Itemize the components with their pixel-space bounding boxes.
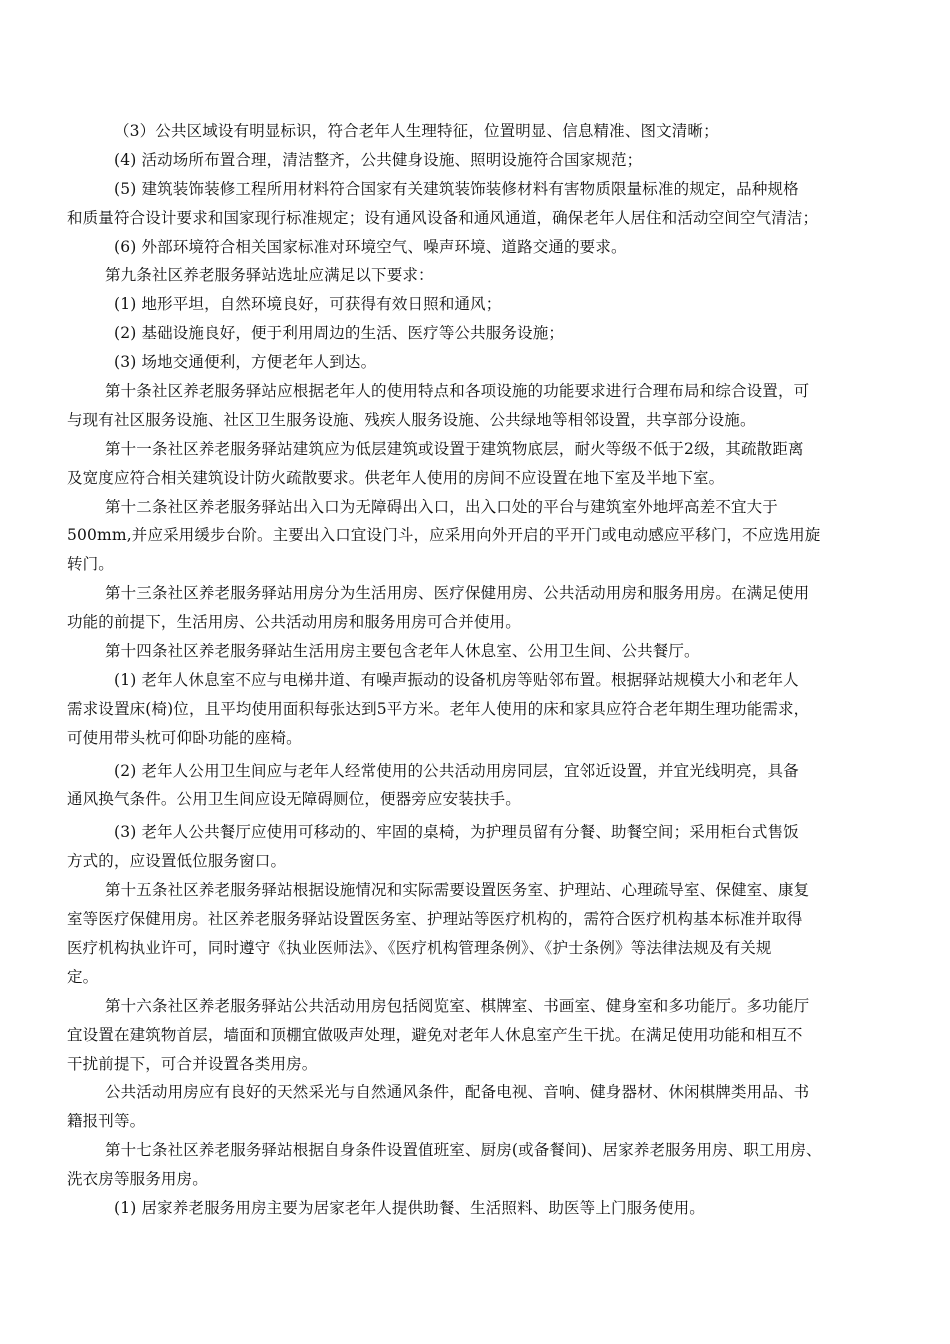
text-line: (3) 场地交通便利，方便老年人到达。 [114, 353, 377, 372]
text-line: 转门。 [67, 555, 114, 574]
text-line: 第十七条社区养老服务驿站根据自身条件设置值班室、厨房(或备餐间)、居家养老服务用房、职工用房、 [105, 1141, 822, 1160]
text-line: (3) 老年人公共餐厅应使用可移动的、牢固的桌椅，为护理员留有分餐、助餐空间；采用柜台式售饭 [114, 823, 799, 842]
text-line: 功能的前提下，生活用房、公共活动用房和服务用房可合并使用。 [67, 613, 521, 632]
text-line: 500mm,并应采用缓步台阶。主要出入口宜设门斗，应采用向外开启的平开门或电动感应平移门，不应选用旋 [67, 526, 821, 545]
text-line: 可使用带头枕可仰卧功能的座椅。 [67, 728, 302, 747]
text-line: 方式的，应设置低位服务窗口。 [67, 852, 287, 871]
text-line: 通风换气条件。公用卫生间应设无障碍厕位，便器旁应安装扶手。 [67, 790, 521, 809]
text-line: 第十四条社区养老服务驿站生活用房主要包含老年人休息室、公用卫生间、公共餐厅。 [105, 642, 700, 661]
text-line: 定。 [67, 967, 99, 986]
text-line: 室等医疗保健用房。社区养老服务驿站设置医务室、护理站等医疗机构的，需符合医疗机构基本标准并取得 [67, 910, 803, 929]
text-line: 第十三条社区养老服务驿站用房分为生活用房、医疗保健用房、公共活动用房和服务用房。在满足使用 [105, 584, 810, 603]
text-line: (6) 外部环境符合相关国家标准对环境空气、噪声环境、道路交通的要求。 [114, 237, 627, 256]
text-line: 宜设置在建筑物首层，墙面和顶棚宜做吸声处理，避免对老年人休息室产生干扰。在满足使用功能和相互不 [67, 1025, 803, 1044]
text-line: (2) 基础设施良好，便于利用周边的生活、医疗等公共服务设施； [114, 324, 565, 343]
text-line: 及宽度应符合相关建筑设计防火疏散要求。供老年人使用的房间不应设置在地下室及半地下室。 [67, 468, 725, 487]
text-line: 与现有社区服务设施、社区卫生服务设施、残疾人服务设施、公共绿地等相邻设置，共享部分设施。 [67, 410, 756, 429]
text-line: （3）公共区域设有明显标识，符合老年人生理特征，位置明显、信息精准、图文清晰； [114, 122, 719, 140]
text-line: (4) 活动场所布置合理，清洁整齐，公共健身设施、照明设施符合国家规范； [114, 150, 643, 169]
text-line: 第十二条社区养老服务驿站出入口为无障碍出入口，出入口处的平台与建筑室外地坪高差不宜大于 [105, 497, 778, 516]
text-line: 和质量符合设计要求和国家现行标准规定；设有通风设备和通风通道，确保老年人居住和活动空间空气清洁； [67, 208, 819, 227]
text-line: 第十条社区养老服务驿站应根据老年人的使用特点和各项设施的功能要求进行合理布局和综合设置，可 [105, 382, 810, 401]
text-line: 洗衣房等服务用房。 [67, 1170, 208, 1189]
text-line: 公共活动用房应有良好的天然采光与自然通风条件，配备电视、音响、健身器材、休闲棋牌类用品、书 [105, 1083, 810, 1102]
text-line: 第十一条社区养老服务驿站建筑应为低层建筑或设置于建筑物底层，耐火等级不低于2级，其疏散距离 [105, 439, 804, 458]
text-line: 第十五条社区养老服务驿站根据设施情况和实际需要设置医务室、护理站、心理疏导室、保健室、康复 [105, 881, 810, 900]
document-body [67, 117, 882, 1223]
text-line: (1) 老年人休息室不应与电梯井道、有噪声振动的设备机房等贴邻布置。根据驿站规模大小和老年人 [114, 670, 799, 689]
text-line: 需求设置床(椅)位，且平均使用面积每张达到5平方米。老年人使用的床和家具应符合老年期生理功能需求， [67, 699, 810, 718]
text-line: (5) 建筑装饰装修工程所用材料符合国家有关建筑装饰装修材料有害物质限量标准的规定，品种规格 [114, 179, 799, 198]
text-line: (1) 居家养老服务用房主要为居家老年人提供助餐、生活照料、助医等上门服务使用。 [114, 1198, 705, 1217]
text-line: (1) 地形平坦，自然环境良好，可获得有效日照和通风； [114, 295, 502, 314]
text-line: 第十六条社区养老服务驿站公共活动用房包括阅览室、棋牌室、书画室、健身室和多功能厅。多功能厅 [105, 996, 810, 1015]
text-line: 第九条社区养老服务驿站选址应满足以下要求： [105, 266, 434, 285]
text-line: 干扰前提下，可合并设置各类用房。 [67, 1054, 318, 1073]
text-line: 籍报刊等。 [67, 1112, 146, 1131]
text-line: 医疗机构执业许可，同时遵守《执业医师法》、《医疗机构管理条例》、《护士条例》等法律法规及有关规 [67, 938, 772, 957]
text-line: (2) 老年人公用卫生间应与老年人经常使用的公共活动用房同层，宜邻近设置，并宜光线明亮，具备 [114, 761, 799, 780]
